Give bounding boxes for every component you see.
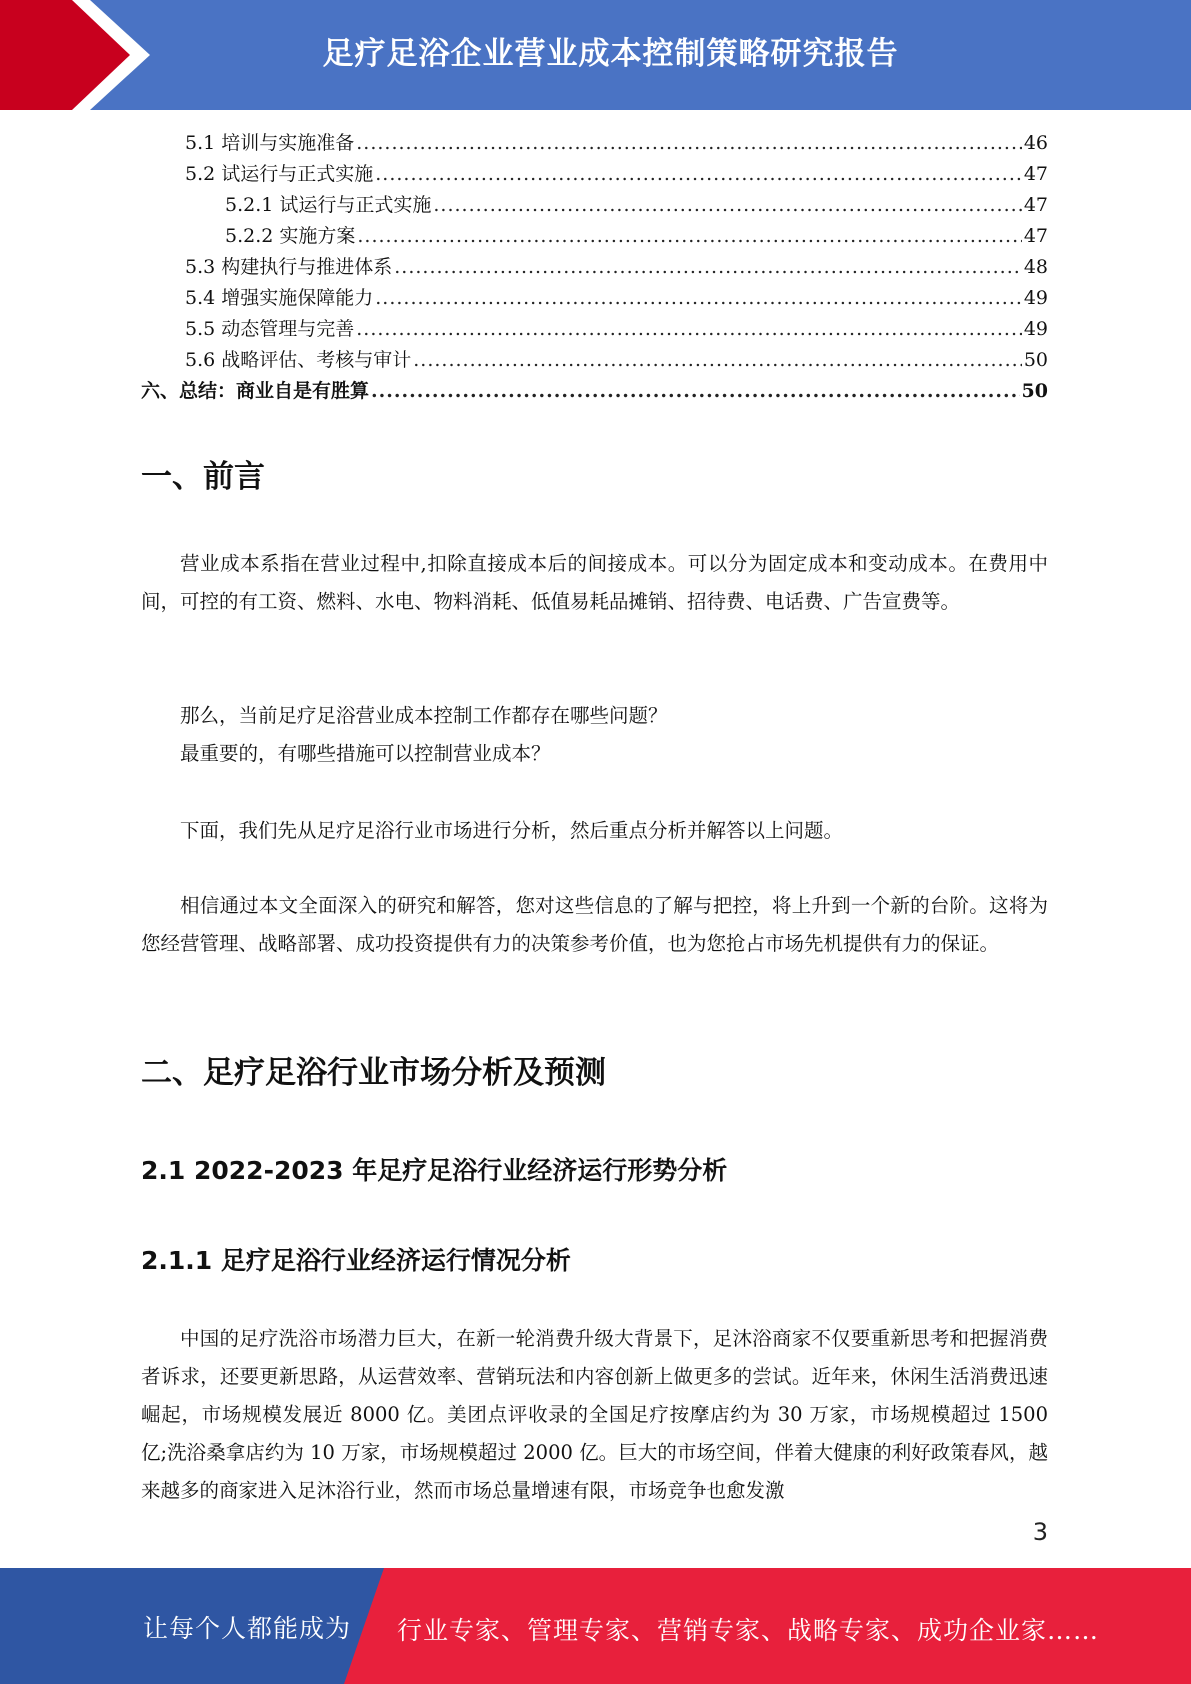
toc-entry-label: 5.2.1 试运行与正式实施 — [225, 190, 433, 221]
toc-entry-label: 5.4 增强实施保障能力 — [185, 283, 375, 314]
preface-question-2: 最重要的，有哪些措施可以控制营业成本？ — [180, 742, 551, 765]
toc-entry[interactable] — [141, 345, 1048, 376]
preface-paragraph-1: 营业成本系指在营业过程中,扣除直接成本后的间接成本。可以分为固定成本和变动成本。在费用中间，可控的有工资、燃料、水电、物料消耗、低值易耗品摊销、招待费、电话费、广告宣费等。 — [141, 552, 1048, 613]
toc-entry[interactable] — [141, 283, 1048, 314]
footer-slogan-left: 让每个人都能成为 — [143, 1614, 352, 1643]
preface-question-1: 那么，当前足疗足浴营业成本控制工作都存在哪些问题？ — [180, 704, 668, 727]
toc-leader-dots — [413, 345, 1022, 376]
toc-entry-label: 5.2.2 实施方案 — [225, 221, 357, 252]
toc-entry-page: 49 — [1023, 287, 1048, 309]
toc-leader-dots — [375, 283, 1022, 314]
market-paragraph-1: 中国的足疗洗浴市场潜力巨大，在新一轮消费升级大背景下，足沐浴商家不仅要重新思考和把握消费者诉求，还要更新思路，从运营效率、营销玩法和内容创新上做更多的尝试。近年来，休闲生活消费迅速崛起，市场规模发展近 8000 亿。美团点评收录的全国足疗按摩店约为 30 万家，市场规模超过 1500 亿;洗浴桑拿店约为 10 万家，市场规模超过 2000 亿。巨大的市场空间，伴着大健康的利好政策春风，越来越多的商家进入足沐浴行业，然而市场总量增速有限，市场竞争也愈发激 — [141, 1327, 1048, 1502]
table-of-contents — [141, 128, 1048, 407]
toc-entry-label: 六、总结：商业自是有胜算 — [141, 376, 371, 407]
toc-entry-page: 47 — [1023, 194, 1048, 216]
toc-leader-dots — [394, 252, 1022, 283]
section-2-1-1-heading: 2.1.1 足疗足浴行业经济运行情况分析 — [141, 1246, 571, 1275]
toc-entry[interactable] — [141, 159, 1048, 190]
toc-leader-dots — [433, 190, 1021, 221]
preface-paragraph-2: 下面，我们先从足疗足浴行业市场进行分析，然后重点分析并解答以上问题。 — [180, 819, 844, 842]
toc-entry-label: 5.5 动态管理与完善 — [185, 314, 356, 345]
toc-entry-label: 5.1 培训与实施准备 — [185, 128, 356, 159]
toc-leader-dots — [356, 128, 1022, 159]
toc-entry[interactable] — [141, 252, 1048, 283]
toc-entry[interactable] — [141, 221, 1048, 252]
preface-paragraph-3: 相信通过本文全面深入的研究和解答，您对这些信息的了解与把控，将上升到一个新的台阶。这将为您经营管理、战略部署、成功投资提供有力的决策参考价值，也为您抢占市场先机提供有力的保证。 — [141, 894, 1048, 955]
section-2-1-heading: 2.1 2022-2023 年足疗足浴行业经济运行形势分析 — [141, 1156, 728, 1185]
toc-entry[interactable] — [141, 314, 1048, 345]
toc-leader-dots — [371, 376, 1020, 407]
toc-leader-dots — [375, 159, 1022, 190]
page-header — [0, 0, 1191, 110]
preface-heading: 一、前言 — [141, 459, 265, 495]
toc-entry-page: 50 — [1023, 349, 1048, 371]
toc-entry-label: 5.6 战略评估、考核与审计 — [185, 345, 413, 376]
toc-entry-page: 47 — [1023, 163, 1048, 185]
toc-entry-page: 47 — [1023, 225, 1048, 247]
market-heading: 二、足疗足浴行业市场分析及预测 — [141, 1055, 606, 1091]
toc-leader-dots — [357, 221, 1021, 252]
toc-entry-label: 5.3 构建执行与推进体系 — [185, 252, 394, 283]
toc-entry-label: 5.2 试运行与正式实施 — [185, 159, 375, 190]
toc-entry-page: 49 — [1023, 318, 1048, 340]
toc-entry-page: 48 — [1023, 256, 1048, 278]
toc-entry[interactable] — [141, 190, 1048, 221]
toc-entry[interactable] — [141, 128, 1048, 159]
toc-entry-page: 46 — [1023, 132, 1048, 154]
toc-entry-page: 50 — [1021, 380, 1048, 402]
document-title: 足疗足浴企业营业成本控制策略研究报告 — [322, 36, 899, 72]
page-footer — [0, 1568, 1191, 1684]
toc-entry[interactable] — [141, 376, 1048, 407]
toc-leader-dots — [356, 314, 1022, 345]
page-number: 3 — [1032, 1518, 1048, 1546]
footer-slogan-right: 行业专家、管理专家、营销专家、战略专家、成功企业家…… — [397, 1616, 1100, 1645]
